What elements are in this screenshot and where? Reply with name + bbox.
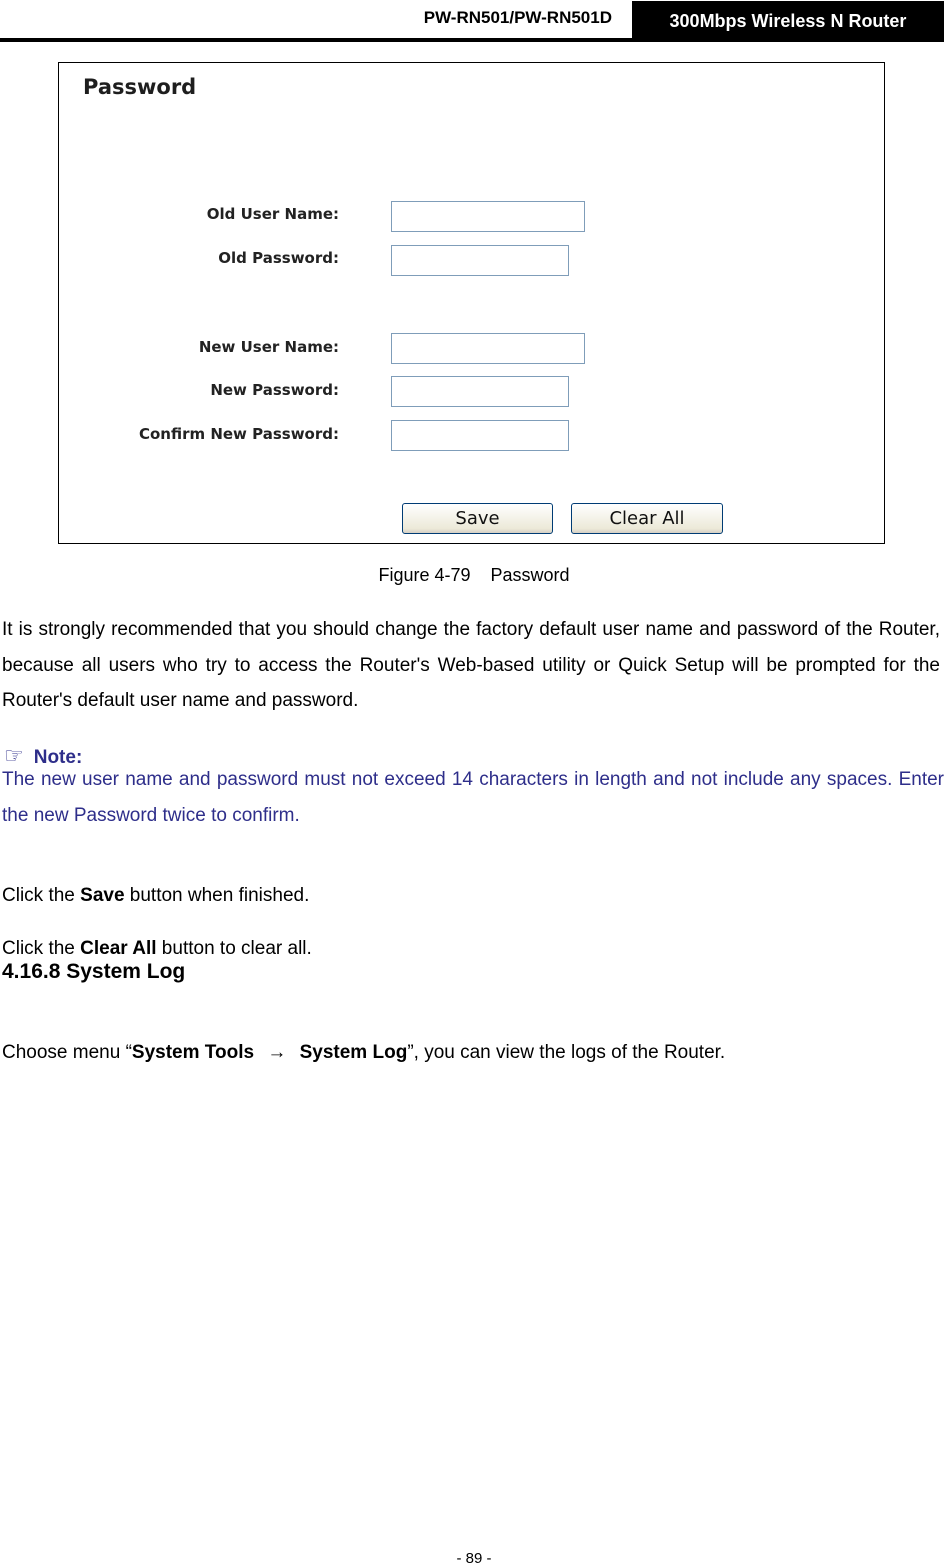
old-password-input[interactable] [391, 245, 569, 276]
note-text: The new user name and password must not exceed 14 characters in length and not include any spaces. Enter the new Password twice to confirm. [2, 769, 944, 826]
note-label: Note: [33, 747, 83, 768]
figure-title: Password [83, 75, 197, 99]
section-title: System Log [66, 960, 186, 983]
new-user-name-label: New User Name: [198, 338, 339, 356]
menu-path-line: Choose menu “System Tools → System Log”, you can view the logs of the Router. [2, 1042, 726, 1063]
new-user-name-input[interactable] [391, 333, 585, 364]
clear-all-button[interactable]: Clear All [571, 503, 723, 534]
menu-item-system-tools: System Tools [131, 1042, 255, 1063]
section-number: 4.16.8 [2, 960, 61, 983]
old-password-label: Old Password: [218, 249, 339, 267]
confirm-new-password-label: Confirm New Password: [138, 425, 339, 443]
old-user-name-input[interactable] [391, 201, 585, 232]
save-term: Save [80, 885, 125, 906]
clear-all-term: Clear All [80, 938, 157, 959]
password-figure [58, 62, 885, 544]
pointing-hand-icon: ☞ [4, 743, 24, 768]
clear-all-instruction: Click the Clear All button to clear all. [2, 938, 312, 959]
header-rule [0, 38, 944, 42]
figure-caption: Figure 4-79 Password [378, 565, 570, 585]
document-product-title: 300Mbps Wireless N Router [632, 1, 944, 41]
menu-item-system-log: System Log [299, 1042, 408, 1063]
right-arrow-icon: → [267, 1042, 287, 1063]
new-password-input[interactable] [391, 376, 569, 407]
document-model: PW-RN501/PW-RN501D [423, 8, 612, 27]
page-number: - 89 - [456, 1550, 492, 1567]
old-user-name-label: Old User Name: [206, 205, 339, 223]
confirm-new-password-input[interactable] [391, 420, 569, 451]
section-heading [2, 960, 185, 984]
save-instruction: Click the Save button when finished. [2, 885, 310, 906]
body-paragraph: It is strongly recommended that you should change the factory default user name and password of the Router, because all users who try to access the Router's Web-based utility or Quick Setup will be prompted for the Router's default user name and password. [2, 619, 940, 711]
new-password-label: New Password: [210, 381, 339, 399]
save-button[interactable]: Save [402, 503, 553, 534]
